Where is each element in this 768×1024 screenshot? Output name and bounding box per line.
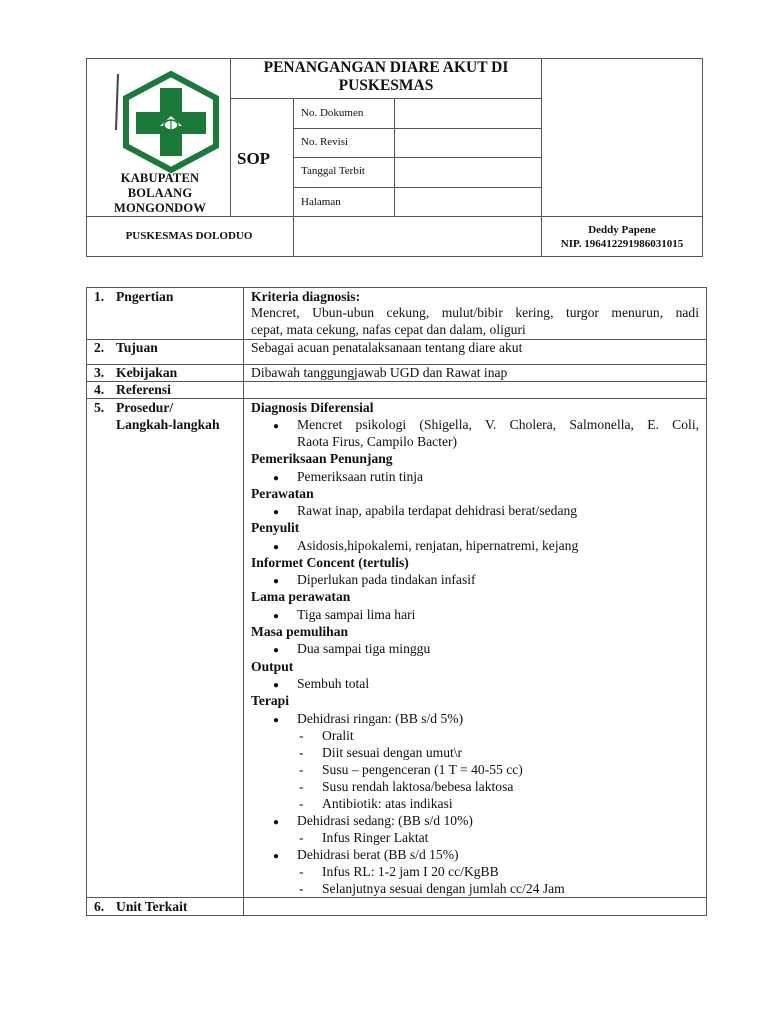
- bullet-icon: ●: [273, 421, 280, 432]
- ringan-item: Susu rendah laktosa/bebesa laktosa: [322, 779, 514, 794]
- bullet-icon: ●: [273, 645, 280, 656]
- row-label-kebijakan: Kebijakan: [116, 365, 178, 380]
- terapi-heading: Terapi: [251, 693, 290, 708]
- berat-item: Infus RL: 1-2 jam I 20 cc/KgBB: [322, 864, 499, 879]
- row-num-4: 4.: [94, 382, 105, 397]
- dash-icon: -: [299, 796, 304, 811]
- row-num-6: 6.: [94, 899, 105, 914]
- diag-item-line2: Raota Firus, Campilo Bacter): [297, 434, 458, 449]
- masa-item: Dua sampai tiga minggu: [297, 641, 431, 656]
- row-label-pengertian: Pngertian: [116, 289, 174, 304]
- perawatan-heading: Perawatan: [251, 486, 314, 501]
- terapi-ringan: Dehidrasi ringan: (BB s/d 5%): [297, 711, 464, 726]
- penyulit-heading: Penyulit: [251, 520, 300, 535]
- informet-item: Diperlukan pada tindakan infasif: [297, 572, 476, 587]
- terapi-berat: Dehidrasi berat (BB s/d 15%): [297, 847, 459, 862]
- field-no-revisi: No. Revisi: [301, 136, 349, 148]
- terapi-sedang: Dehidrasi sedang: (BB s/d 10%): [297, 813, 473, 828]
- row-label-prosedur: Prosedur/: [116, 400, 174, 415]
- bullet-icon: ●: [273, 576, 280, 587]
- ringan-item: Diit sesuai dengan umut\r: [322, 745, 463, 760]
- tujuan-text: Sebagai acuan penatalaksanaan tentang diare akut: [251, 340, 523, 355]
- bullet-icon: ●: [273, 715, 280, 726]
- row-num-3: 3.: [94, 365, 105, 380]
- masa-heading: Masa pemulihan: [251, 624, 349, 639]
- informet-heading: Informet Concent (tertulis): [251, 555, 409, 570]
- ringan-item: Susu – pengenceran (1 T = 40-55 cc): [322, 762, 523, 777]
- row-label-tujuan: Tujuan: [116, 340, 158, 355]
- dash-icon: -: [299, 864, 304, 879]
- sedang-item: Infus Ringer Laktat: [322, 830, 429, 845]
- org-name: KABUPATEN BOLAANG MONGONDOW: [113, 171, 207, 215]
- bullet-icon: ●: [273, 851, 280, 862]
- field-tanggal-terbit: Tanggal Terbit: [301, 165, 365, 177]
- dash-icon: -: [299, 779, 304, 794]
- lama-heading: Lama perawatan: [251, 589, 351, 604]
- row-label-langkah: Langkah-langkah: [116, 417, 220, 432]
- bullet-icon: ●: [273, 507, 280, 518]
- dash-icon: -: [299, 830, 304, 845]
- sop-label: SOP: [237, 149, 271, 168]
- berat-item: Selanjutnya sesuai dengan jumlah cc/24 Jam: [322, 881, 565, 896]
- field-halaman: Halaman: [301, 196, 341, 208]
- dash-icon: -: [299, 745, 304, 760]
- lama-item: Tiga sampai lima hari: [297, 607, 416, 622]
- penyulit-item: Asidosis,hipokalemi, renjatan, hipernatremi, kejang: [297, 538, 579, 553]
- field-no-dokumen: No. Dokumen: [301, 107, 364, 119]
- dash-icon: -: [299, 881, 304, 896]
- diag-heading: Diagnosis Diferensial: [251, 400, 374, 415]
- output-heading: Output: [251, 659, 294, 674]
- penunjang-item: Pemeriksaan rutin tinja: [297, 469, 424, 484]
- kebijakan-text: Dibawah tanggungjawab UGD dan Rawat inap: [251, 365, 508, 380]
- perawatan-item: Rawat inap, apabila terdapat dehidrasi berat/sedang: [297, 503, 578, 518]
- bullet-icon: ●: [273, 542, 280, 553]
- penunjang-heading: Pemeriksaan Penunjang: [251, 451, 393, 466]
- dash-icon: -: [299, 728, 304, 743]
- document-title: PENANGANGAN DIARE AKUT DI PUSKESMAS: [263, 59, 509, 94]
- bullet-icon: ●: [273, 817, 280, 828]
- pengertian-line1: Mencret, Ubun-ubun cekung, mulut/bibir kering, turgor menurun, nadi: [251, 305, 699, 320]
- ringan-item: Antibiotik: atas indikasi: [322, 796, 453, 811]
- bullet-icon: ●: [273, 680, 280, 691]
- ringan-item: Oralit: [322, 728, 354, 743]
- signer-nip: NIP. 196412291986031015: [560, 238, 684, 250]
- puskesmas-name: PUSKESMAS DOLODUO: [125, 230, 253, 242]
- pengertian-heading: Kriteria diagnosis:: [251, 289, 361, 304]
- row-label-unit-terkait: Unit Terkait: [116, 899, 188, 914]
- row-num-2: 2.: [94, 340, 105, 355]
- row-num-5: 5.: [94, 400, 105, 415]
- pengertian-line2: cepat, mata cekung, nafas cepat dan dalam, oliguri: [251, 322, 526, 337]
- row-num-1: 1.: [94, 289, 105, 304]
- bullet-icon: ●: [273, 611, 280, 622]
- output-item: Sembuh total: [297, 676, 370, 691]
- signer-name: Deddy Papene: [588, 224, 656, 236]
- row-label-referensi: Referensi: [116, 382, 171, 397]
- bullet-icon: ●: [273, 473, 280, 484]
- dash-icon: -: [299, 762, 304, 777]
- diag-item-line1: Mencret psikologi (Shigella, V. Cholera, Salmonella, E. Coli,: [297, 417, 699, 432]
